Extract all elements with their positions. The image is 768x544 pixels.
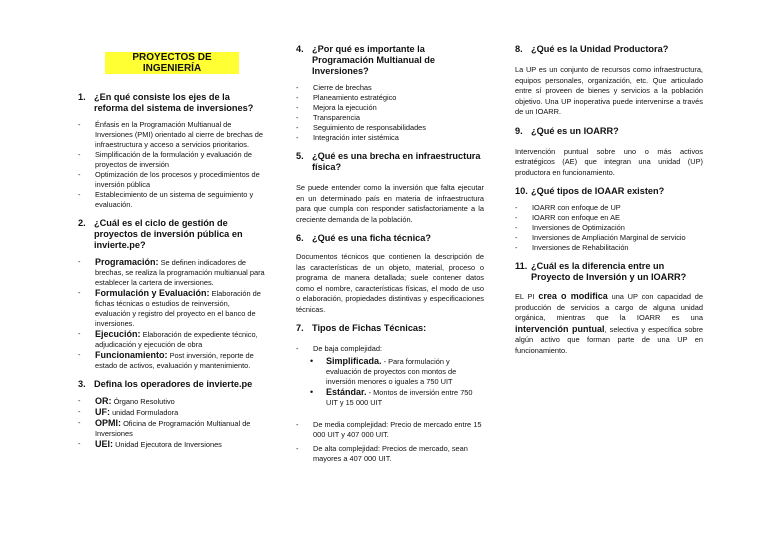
question-number: 3. <box>78 379 86 389</box>
question-5 <box>296 151 484 173</box>
answer-list-3 <box>78 396 266 450</box>
list-item: - Cierre de brechas <box>296 83 372 92</box>
question-1 <box>78 92 266 114</box>
question-4 <box>296 44 484 77</box>
list-item: - Inversiones de Optimización <box>515 223 625 232</box>
question-text: ¿Qué es una ficha técnica? <box>312 233 431 243</box>
question-text: ¿Por qué es importante la Programación Multianual de Inversiones? <box>312 44 436 76</box>
list-item: - Programación: Se definen indicadores de brechas, se realiza la programación multianual para establecer la cartera de inversiones. <box>78 257 265 287</box>
question-number: 7. <box>296 323 304 333</box>
list-item: - OPMI: Oficina de Programación Multianual de Inversiones <box>78 418 251 438</box>
answer-paragraph-11: EL PI crea o modifica una UP con capacidad de producción de servicios a cargo de alguna unidad orgánica, mientras que la IOARR es una intervención puntual, selectiva y específica sobre algún activo que forman parte de una UP en funcionamiento. <box>515 291 703 355</box>
question-text: Defina los operadores de invierte.pe <box>94 379 253 389</box>
question-10 <box>515 186 703 197</box>
question-number: 11. <box>515 261 528 271</box>
question-number: 9. <box>515 125 523 136</box>
answer-paragraph-8: La UP es un conjunto de recursos como infraestructura, equipos personales, organización, etc. Que articulado entre sí proveen de bienes y servicios a la población objetivo. Una UP inoperativa puede intervenirse a través de un IOARR. <box>515 65 703 116</box>
answer-paragraph-9: Intervención puntual sobre uno o más activos estratégicos (AE) que integran una unidad (UP) productora en funcionamiento. <box>515 146 703 177</box>
column-3 <box>515 44 703 364</box>
sub-list-item: • Simplificada. - Para formulación y evaluación de proyectos con montos de inversión menores o iguales a 750 UIT <box>310 356 457 386</box>
answer-list-7a <box>296 344 484 354</box>
list-item: - Énfasis en la Programación Multianual de Inversiones (PMI) orientado al cierre de brechas de infraestructura y acceso a servicios prioritarios. <box>78 120 264 149</box>
answer-paragraph-6: Documentos técnicos que contienen la descripción de las características de un objeto, material, proceso o programa de manera detallada; suele contener datos como el nombre, características físicas, el modo de uso o elaboración, propiedades distintivas y especificaciones técnicas. <box>296 252 484 314</box>
answer-list-1 <box>78 120 266 210</box>
answer-list-7b <box>296 420 484 464</box>
question-2 <box>78 218 266 251</box>
list-item: - UF: unidad Formuladora <box>78 407 179 417</box>
question-text: Tipos de Fichas Técnicas: <box>312 323 427 333</box>
question-number: 8. <box>515 44 523 54</box>
question-number: 10. <box>515 186 528 196</box>
question-number: 5. <box>296 151 304 161</box>
sub-list-item: • Estándar. - Montos de inversión entre 750 UIT y 15 000 UIT <box>310 387 473 407</box>
answer-list-4 <box>296 83 484 143</box>
question-number: 6. <box>296 233 304 243</box>
list-item: - Mejora la ejecución <box>296 103 377 112</box>
list-item: - Inversiones de Rehabilitación <box>515 243 629 252</box>
question-6 <box>296 233 484 244</box>
question-text: ¿Cuál es la diferencia entre un Proyecto de Inversión y un IOARR? <box>531 261 687 282</box>
list-item: - Transparencia <box>296 113 360 122</box>
document-title: PROYECTOS DE INGENIERÍA <box>105 52 239 74</box>
list-item: - IOARR con enfoque en AE <box>515 213 620 222</box>
list-item: - Integración inter sistémica <box>296 133 399 142</box>
question-text: ¿Qué tipos de IOAAR existen? <box>531 186 665 196</box>
list-item: - Seguimiento de responsabilidades <box>296 123 426 132</box>
question-text: ¿Qué es una brecha en infraestructura física? <box>312 151 481 172</box>
question-text: ¿En qué consiste los ejes de la reforma del sistema de inversiones? <box>94 92 254 113</box>
list-item: - OR: Órgano Resolutivo <box>78 396 175 406</box>
answer-list-10 <box>515 203 703 253</box>
question-text: ¿Qué es la Unidad Productora? <box>531 44 669 54</box>
list-item: - Optimización de los procesos y procedimientos de inversión pública <box>78 170 260 189</box>
list-item: - Establecimiento de un sistema de seguimiento y evaluación. <box>78 190 254 209</box>
answer-list-2 <box>78 257 266 371</box>
list-item: - Funcionamiento: Post inversión, reporte de estado de activos, evaluación y mantenimiento. <box>78 350 254 370</box>
list-item: - De media complejidad: Precio de mercado entre 15 000 UIT y 407 000 UIT. <box>296 420 482 439</box>
question-number: 1. <box>78 92 86 102</box>
question-number: 4. <box>296 44 304 54</box>
question-text: ¿Qué es un IOARR? <box>531 125 619 136</box>
question-9 <box>515 126 703 137</box>
list-item: - De baja complejidad: <box>296 344 383 353</box>
list-item: - Simplificación de la formulación y evaluación de proyectos de inversión <box>78 150 252 169</box>
column-2 <box>296 44 484 472</box>
answer-paragraph-5: Se puede entender como la inversión que falta ejecutar en un determinado país en materia de infraestructura para que cumpla con responder satisfactoriamente a la creciente demanda de la población. <box>296 183 484 224</box>
list-item: - De alta complejidad: Precios de mercado, sean mayores a 407 000 UIT. <box>296 444 468 463</box>
question-7 <box>296 323 484 334</box>
question-text: ¿Cuál es el ciclo de gestión de proyectos de inversión pública en invierte.pe? <box>94 218 243 250</box>
list-item: - IOARR con enfoque de UP <box>515 203 621 212</box>
sub-list <box>296 356 484 408</box>
question-number: 2. <box>78 218 86 228</box>
question-3 <box>78 379 266 390</box>
question-8 <box>515 44 703 55</box>
list-item: - Formulación y Evaluación: Elaboración de fichas técnicas o estudios de reinversión, evaluación y registro del proyecto en el banco de inversiones. <box>78 288 261 328</box>
column-1 <box>78 44 266 458</box>
question-11 <box>515 261 703 283</box>
list-item: - Ejecución: Elaboración de expediente técnico, adjudicación y ejecución de obra <box>78 329 258 349</box>
list-item: - UEI: Unidad Ejecutora de Inversiones <box>78 439 222 449</box>
list-item: - Planeamiento estratégico <box>296 93 397 102</box>
list-item: - Inversiones de Ampliación Marginal de servicio <box>515 233 686 242</box>
